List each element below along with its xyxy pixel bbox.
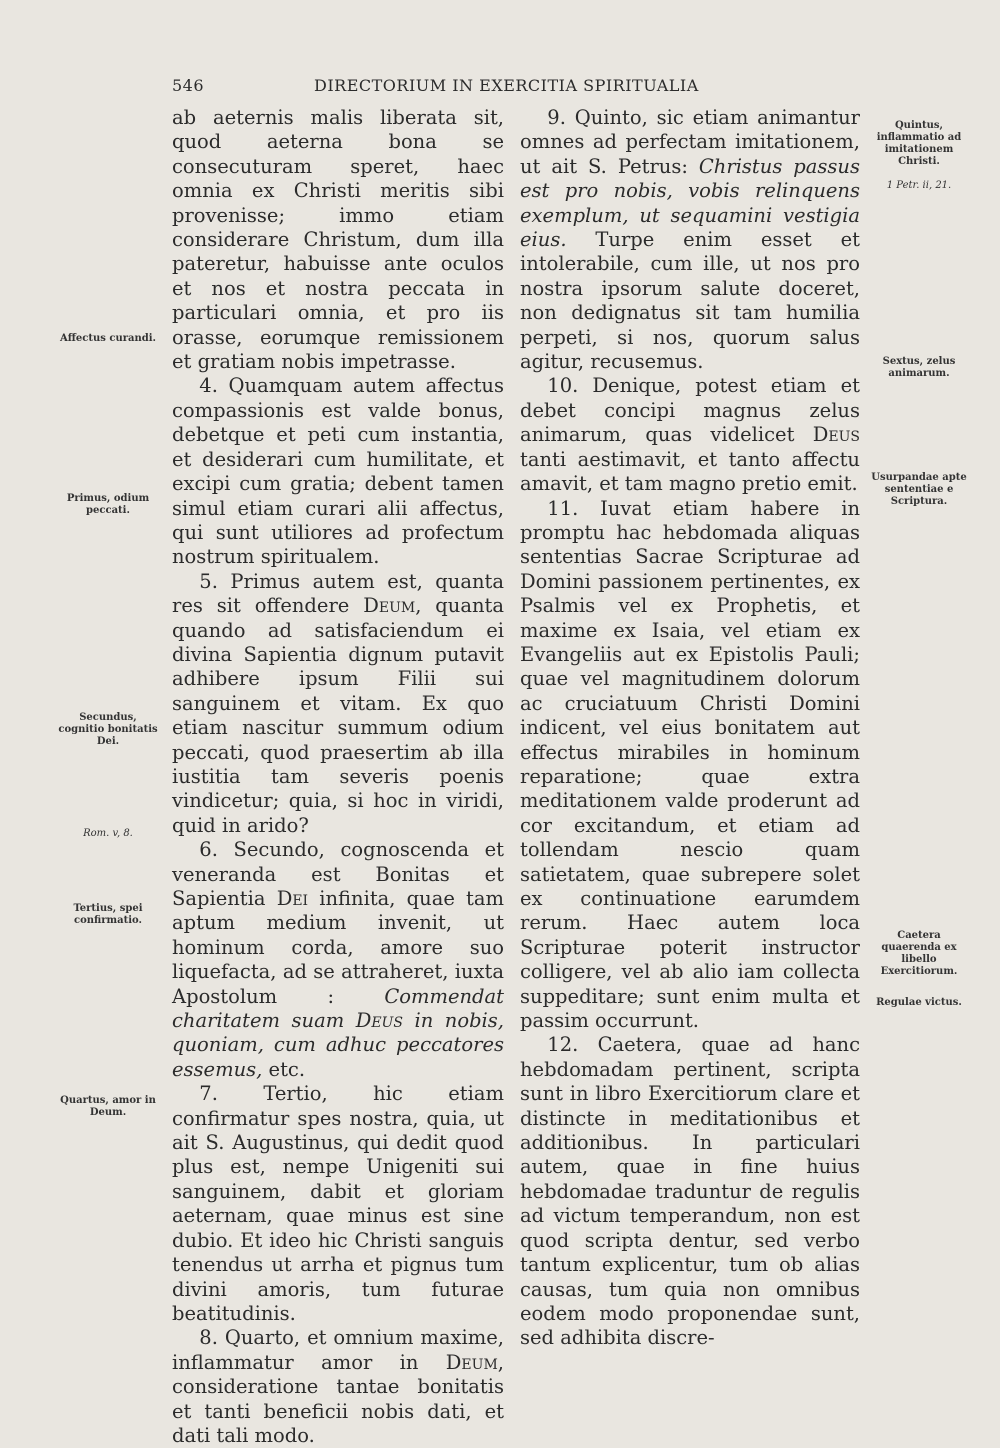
p5-text-a: 5. Primus autem est, quanta res sit offendere bbox=[172, 569, 504, 618]
margin-note-primus: Primus, odium peccati. bbox=[66, 493, 150, 516]
p10-deus: Deus bbox=[812, 423, 860, 447]
p8-text-b: , consideratione tantae bonitatis et tanti beneficii nobis dati, et dati tali modo. bbox=[172, 1350, 504, 1447]
paragraph-8 bbox=[172, 1326, 504, 1448]
margin-note-regulae: Regulae victus. bbox=[876, 997, 962, 1008]
margin-note-usurpandae: Usurpandae apte sententiae e Scriptura. bbox=[871, 472, 967, 507]
p6-quote-b: in nobis, quoniam, cum adhuc peccatores essemus, bbox=[172, 1009, 504, 1081]
p10-text-a: 10. Denique, potest etiam et debet concipi magnus zelus animarum, quas videlicet bbox=[520, 374, 860, 447]
paragraph-9 bbox=[520, 106, 860, 374]
right-column bbox=[520, 106, 860, 1351]
p6-quote-deus: Deus bbox=[355, 1009, 403, 1033]
p6-text-a: 6. Secundo, cognoscenda et veneranda est Bonitas et Sapientia bbox=[172, 838, 504, 910]
left-column bbox=[172, 106, 504, 1448]
margin-note-petr: 1 Petr. ii, 21. bbox=[886, 180, 952, 191]
p8-deum: Deum bbox=[445, 1350, 498, 1374]
paragraph-10 bbox=[520, 374, 860, 496]
margin-note-sextus: Sextus, zelus animarum. bbox=[882, 356, 956, 379]
paragraph-4: 4. Quamquam autem affectus compassionis est valde bonus, debetque et peti cum instantia, et desiderari cum humilitate, et excipi cum gratia; debent tamen simul etiam curari alii affectus, qui sunt utiliores ad profectum nostrum spiritualem. bbox=[172, 374, 504, 569]
p10-text-b: tanti aestimavit, et tanto affectu amavit, et tam magno pretio emit. bbox=[520, 447, 860, 496]
p6-dei: Dei bbox=[276, 887, 309, 910]
page-number: 546 bbox=[172, 76, 205, 95]
p6-text-c: etc. bbox=[262, 1057, 306, 1081]
margin-note-secundus: Secundus, cognitio bonitatis Dei. bbox=[58, 712, 158, 747]
p5-deus: Deum bbox=[363, 594, 416, 618]
p9-quote: Christus passus est pro nobis, vobis relinquens exemplum, ut sequamini vestigia eius. bbox=[520, 154, 860, 252]
p9-text-a: 9. Quinto, sic etiam animantur omnes ad perfectam imitationem, ut ait S. Petrus: bbox=[520, 106, 860, 178]
margin-note-tertius: Tertius, spei confirmatio. bbox=[73, 903, 143, 926]
paragraph-5 bbox=[172, 570, 504, 838]
paragraph-11: 11. Iuvat etiam habere in promptu hac hebdomada aliquas sententias Sacrae Scripturae ad Domini passionem pertinentes, ex Psalmis vel ex Prophetis, et maxime ex Isaia, vel etiam ex Evangeliis aut ex Epistolis Pauli; quae vel magnitudinem dolorum ac cruciatuum Christi Domini indicent, vel eius bonitatem aut effectus mirabiles in hominum reparatione; quae extra meditationem valde proderunt ad cor excitandum, et etiam ad tollendam nescio quam satietatem, quae subrepere solet ex continuatione earumdem rerum. Haec autem loca Scripturae poterit instructor colligere, vel ab alio iam collecta suppeditare; sunt enim multa et passim occurrunt. bbox=[520, 496, 860, 1033]
paragraph-7: 7. Tertio, hic etiam confirmatur spes nostra, quia, ut ait S. Augustinus, qui dedit quod plus est, nempe Unigeniti sui sanguinem, dabit et gloriam aeternam, quae minus est sine dubio. Et ideo hic Christi sanguis tenendus ut arrha et pignus tum divini amoris, tum futurae beatitudinis. bbox=[172, 1082, 504, 1325]
paragraph-12: 12. Caetera, quae ad hanc hebdomadam pertinent, scripta sunt in libro Exercitiorum clare et distincte in meditationibus et additionibus. In particulari autem, quae in fine huius hebdomadae traduntur de regulis ad victum temperandum, non est quod scripta dentur, sed verbo tantum explicentur, tum ob alias causas, tum quia non omnibus eodem modo proponendae sunt, sed adhibita discre- bbox=[520, 1033, 860, 1350]
margin-note-quintus: Quintus, inflammatio ad imitationem Christi. bbox=[876, 120, 962, 167]
margin-note-affectus: Affectus curandi. bbox=[59, 333, 157, 344]
margin-note-rom: Rom. v, 8. bbox=[83, 828, 133, 839]
p6-text-b: infinita, quae tam aptum medium invenit, ut hominum corda, amore suo liquefacta, ad se attraheret, iuxta Apostolum : bbox=[172, 887, 505, 1008]
p5-text-b: , quanta quando ad satisfaciendum ei divina Sapientia dignum putavit adhibere ipsum Filii sui sanguinem et vitam. Ex quo etiam nascitur summum odium peccati, quod praesertim ab illa iustitia tam severis poenis vindicetur; quia, si hoc in viridi, quid in arido? bbox=[172, 594, 504, 837]
margin-note-caetera: Caetera quaerenda ex libello Exercitiorum. bbox=[880, 930, 958, 977]
margin-note-quartus: Quartus, amor in Deum. bbox=[60, 1095, 156, 1118]
p8-text-a: 8. Quarto, et omnium maxime, inflammatur amor in bbox=[172, 1326, 504, 1374]
paragraph-continued: ab aeternis malis liberata sit, quod aeterna bona se consecuturam speret, haec omnia ex Christi meritis sibi provenisse; immo etiam considerare Christum, dum illa pateretur, habuisse ante oculos et nos et nostra peccata in particulari omnia, et pro iis orasse, eorumque remissionem et gratiam nobis impetrasse. bbox=[172, 106, 504, 374]
paragraph-6 bbox=[172, 838, 504, 1082]
p9-text-b: Turpe enim esset et intolerabile, cum ille, ut nos pro nostra ipsorum salute doceret, non dedignatus sit tam humilia perpeti, si nos, quorum salus agitur, recusemus. bbox=[520, 228, 860, 374]
running-title: DIRECTORIUM IN EXERCITIA SPIRITUALIA bbox=[314, 76, 699, 95]
p6-quote-a: Commendat charitatem suam bbox=[172, 984, 504, 1033]
